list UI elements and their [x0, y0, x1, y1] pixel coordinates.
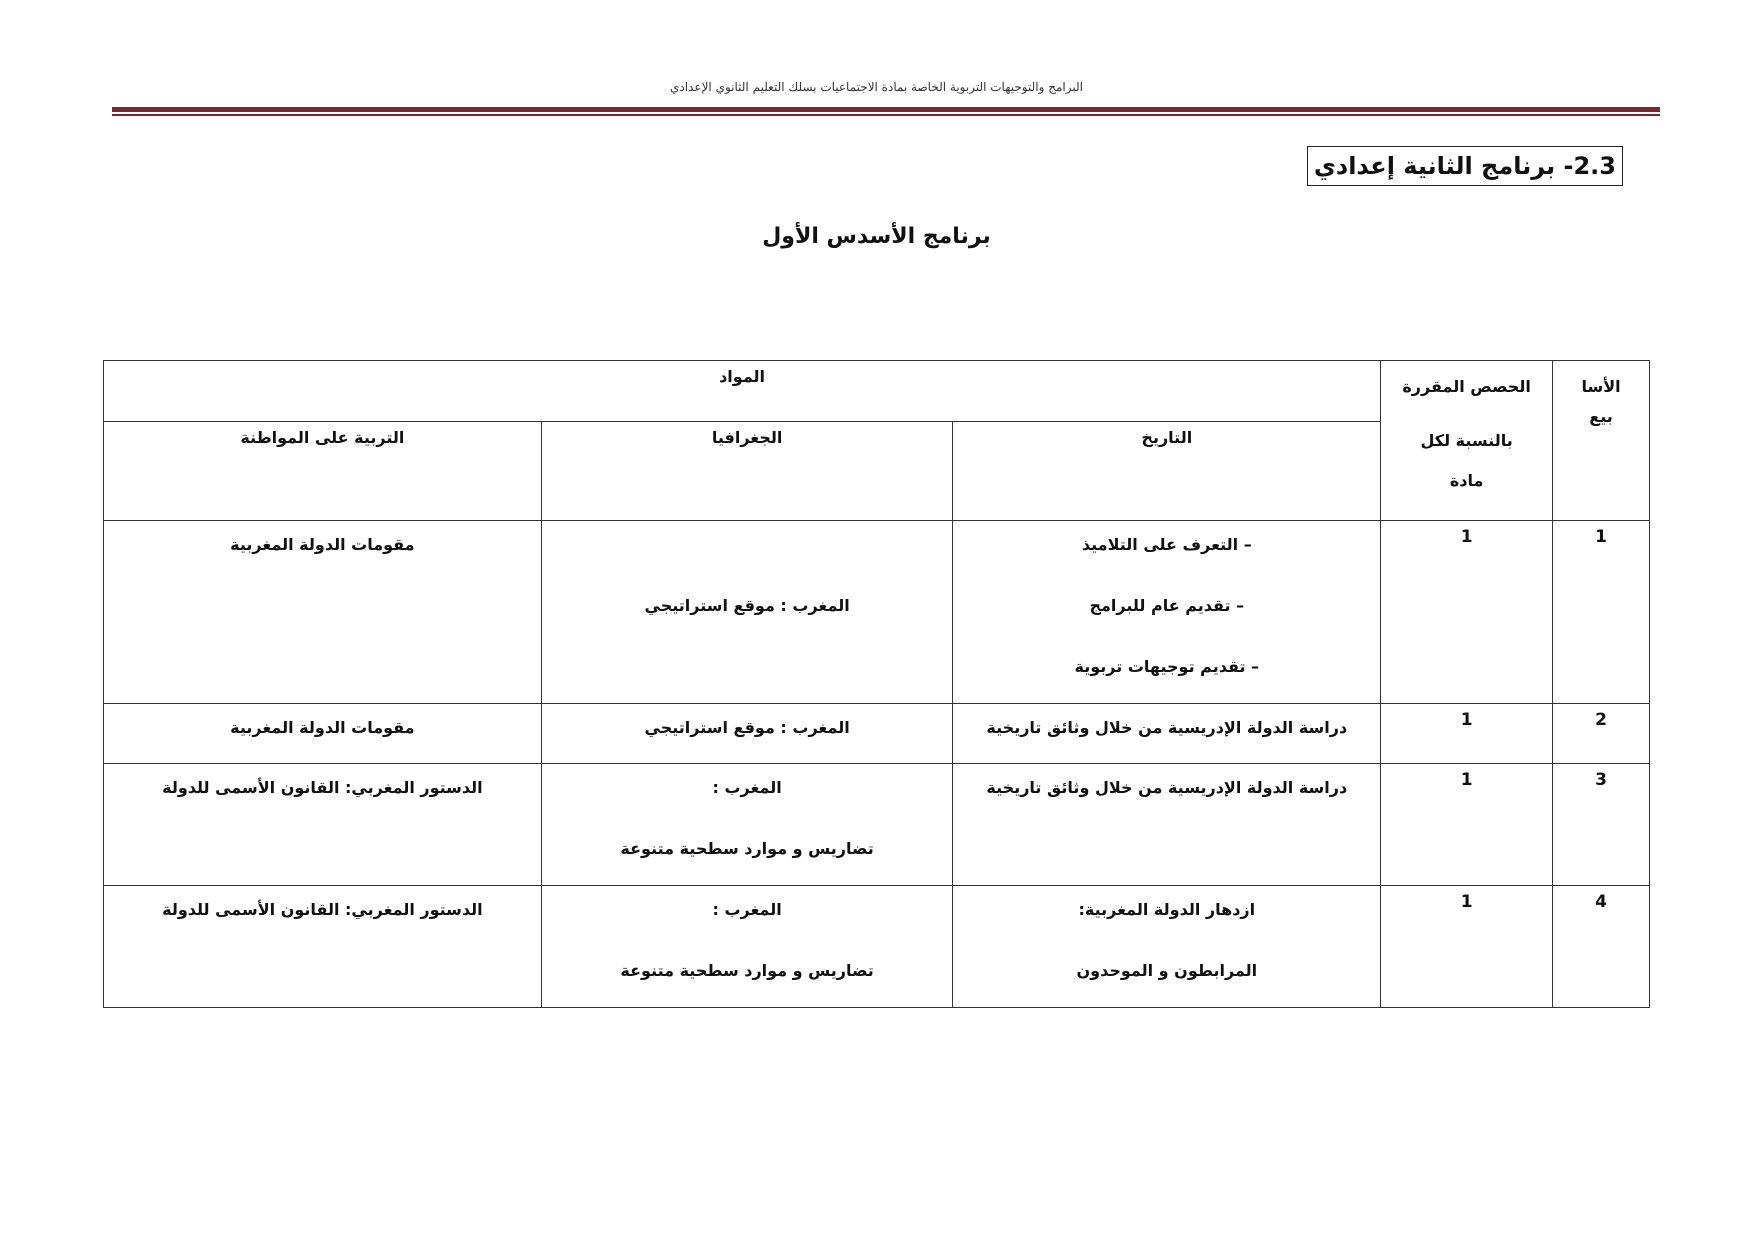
history-header: التاريخ [953, 422, 1381, 521]
sessions-cell: 1 [1381, 704, 1553, 764]
sessions-header-line2: بالنسبة لكل [1420, 431, 1513, 450]
section-title: 2.3- برنامج الثانية إعدادي [1307, 146, 1623, 186]
week-cell: 3 [1553, 764, 1650, 886]
semester-subtitle: برنامج الأسدس الأول [762, 224, 991, 249]
sessions-cell: 1 [1381, 886, 1553, 1008]
table-row [104, 886, 1650, 1008]
history-line: ازدهار الدولة المغربية: [1078, 900, 1256, 919]
geography-line: المغرب : [712, 900, 782, 919]
citizenship-line: مقومات الدولة المغربية [230, 535, 415, 554]
geography-cell [541, 886, 953, 1008]
geography-line: تضاريس و موارد سطحية متنوعة [620, 961, 874, 980]
history-line: دراسة الدولة الإدريسية من خلال وثائق تاريخية [986, 778, 1348, 797]
weeks-header-line2: بيع [1589, 407, 1613, 426]
geography-line: المغرب : [712, 778, 782, 797]
running-header: البرامج والتوجيهات التربوية الخاصة بمادة الاجتماعيات بسلك التعليم الثانوي الإعدادي [670, 80, 1083, 94]
geography-cell [541, 704, 953, 764]
geography-line: المغرب : موقع استراتيجي [644, 596, 850, 615]
citizenship-line: الدستور المغربي: القانون الأسمى للدولة [162, 778, 483, 797]
sessions-header [1381, 361, 1553, 521]
week-cell: 2 [1553, 704, 1650, 764]
subjects-header: المواد [104, 361, 1381, 422]
geography-cell [541, 764, 953, 886]
citizenship-line: مقومات الدولة المغربية [230, 718, 415, 737]
history-line: – التعرف على التلاميذ [1081, 535, 1252, 554]
citizenship-cell [104, 521, 542, 704]
geography-header: الجغرافيا [541, 422, 953, 521]
citizenship-cell [104, 764, 542, 886]
weeks-header [1553, 361, 1650, 521]
history-line: – تقديم عام للبرامج [1089, 596, 1245, 615]
table-header-row-1 [104, 361, 1650, 422]
sessions-header-line1: الحصص المقررة [1402, 377, 1531, 396]
table-row [104, 764, 1650, 886]
geography-line: المغرب : موقع استراتيجي [644, 718, 850, 737]
citizenship-line: الدستور المغربي: القانون الأسمى للدولة [162, 900, 483, 919]
table-row [104, 704, 1650, 764]
header-rule-thin [112, 114, 1660, 116]
citizenship-header: التربية على المواطنة [104, 422, 542, 521]
table-row [104, 521, 1650, 704]
sessions-header-line3: مادة [1449, 471, 1484, 490]
header-rule-thick [112, 107, 1660, 112]
week-cell: 4 [1553, 886, 1650, 1008]
history-cell [953, 886, 1381, 1008]
program-table [103, 360, 1650, 1008]
history-cell [953, 521, 1381, 704]
history-line: – تقديم توجيهات تربوية [1074, 657, 1260, 676]
week-cell: 1 [1553, 521, 1650, 704]
history-line: دراسة الدولة الإدريسية من خلال وثائق تاريخية [986, 718, 1348, 737]
history-line: المرابطون و الموحدون [1076, 961, 1258, 980]
history-cell [953, 764, 1381, 886]
sessions-cell: 1 [1381, 764, 1553, 886]
citizenship-cell [104, 886, 542, 1008]
history-cell [953, 704, 1381, 764]
geography-cell [541, 521, 953, 704]
weeks-header-line1: الأسا [1581, 377, 1621, 396]
sessions-cell: 1 [1381, 521, 1553, 704]
geography-line: تضاريس و موارد سطحية متنوعة [620, 839, 874, 858]
citizenship-cell [104, 704, 542, 764]
